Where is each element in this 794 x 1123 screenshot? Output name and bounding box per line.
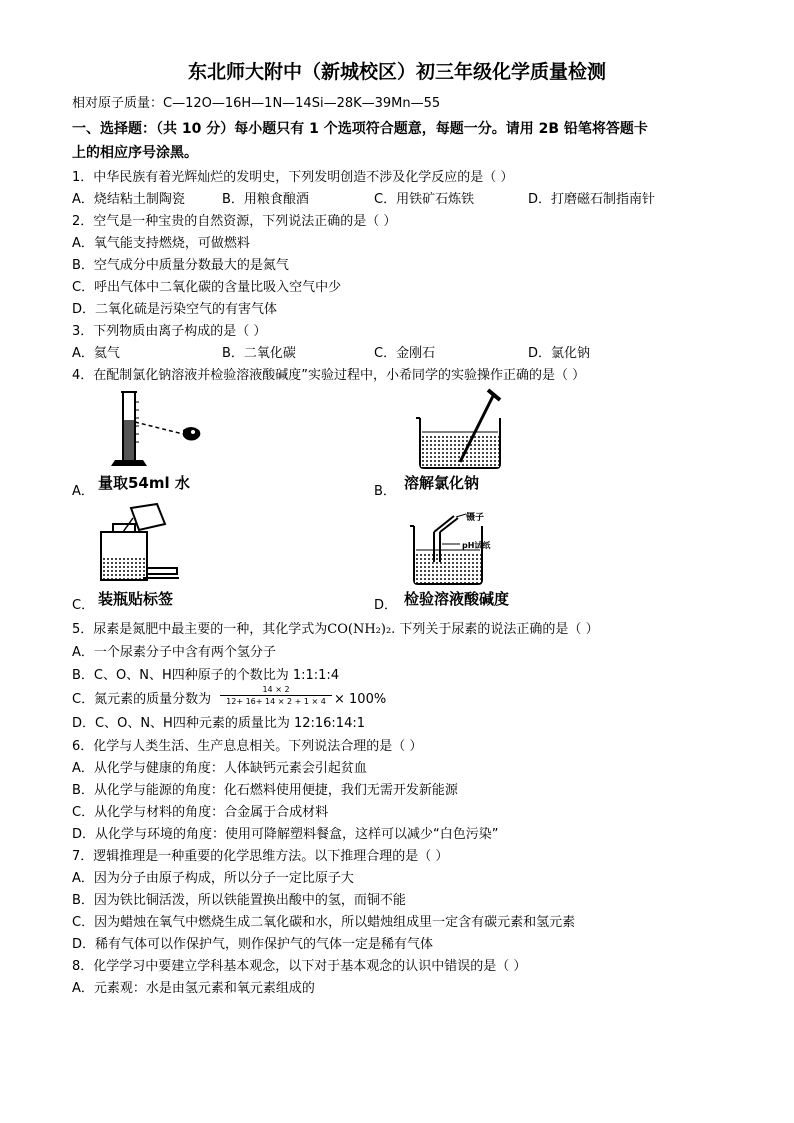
figure-bottle-label	[95, 502, 185, 584]
q3-option-c: C．金刚石	[374, 346, 436, 361]
q5-option-c-pre: C．氮元素的质量分数为	[72, 692, 212, 707]
q6-option-d: D．从化学与环境的角度：使用可降解塑料餐盒，这样可以减少“白色污染”	[72, 827, 499, 842]
q1-stem: 1．中华民族有着光辉灿烂的发明史，下列发明创造不涉及化学反应的是（ ）	[72, 170, 514, 185]
q1-option-b: B．用粮食酿酒	[222, 192, 309, 207]
atomic-mass-line: 相对原子质量：C—12O—16H—1N—14Si—28K—39Mn—55	[72, 96, 441, 111]
q3-option-a: A．氦气	[72, 346, 120, 361]
q4-label-tweezers: 镊子	[466, 513, 485, 523]
q8-stem: 8．化学学习中要建立学科基本观念，以下对于基本观念的认识中错误的是（ ）	[72, 959, 527, 974]
q4-option-a-letter: A．	[72, 484, 94, 499]
q5-formula: CO(NH₂)₂	[327, 622, 392, 637]
q4-option-b-letter: B．	[374, 484, 396, 499]
q6-option-c: C．从化学与材料的角度：合金属于合成材料	[72, 805, 329, 820]
q5-stem-pre: 5．尿素是氮肥中最主要的一种，其化学式为	[72, 622, 328, 637]
q8-option-a: A．元素观：水是由氢元素和氧元素组成的	[72, 981, 315, 996]
q4-option-d-letter: D．	[374, 598, 398, 613]
q4-option-c-caption: 装瓶贴标签	[98, 590, 174, 608]
section-heading-line2: 上的相应序号涂黑。	[72, 145, 198, 161]
q7-option-b: B．因为铁比铜活泼，所以铁能置换出酸中的氢，而铜不能	[72, 893, 406, 908]
q3-stem: 3．下列物质由离子构成的是（ ）	[72, 324, 267, 339]
q4-label-ph-paper: pH试纸	[462, 541, 491, 550]
q4-option-b-caption: 溶解氯化钠	[404, 474, 480, 492]
q4-stem: 4．在配制氯化钠溶液并检验溶液酸碱度”实验过程中，小希同学的实验操作正确的是（ ）	[72, 368, 586, 383]
q7-stem: 7．逻辑推理是一种重要的化学思维方法。以下推理合理的是（ ）	[72, 849, 449, 864]
q4-option-d-caption: 检验溶液酸碱度	[404, 590, 510, 608]
q4-option-a-caption: 量取54ml 水	[98, 474, 190, 492]
q1-option-c: C．用铁矿石炼铁	[374, 192, 475, 207]
q7-option-a: A．因为分子由原子构成，所以分子一定比原子大	[72, 871, 354, 886]
page-title: 东北师大附中（新城校区）初三年级化学质量检测	[187, 61, 606, 83]
q7-option-c: C．因为蜡烛在氧气中燃烧生成二氧化碳和水，所以蜡烛组成里一定含有碳元素和氢元素	[72, 915, 576, 930]
q1-option-a: A．烧结粘土制陶瓷	[72, 192, 185, 207]
q5-stem	[72, 622, 599, 638]
q5-option-b: B．C、O、N、H四种原子的个数比为 1:1:1:4	[72, 668, 340, 683]
q3-option-b: B．二氧化碳	[222, 346, 296, 361]
q3-option-d: D．氯化钠	[528, 346, 591, 361]
q6-option-a: A．从化学与健康的角度：人体缺钙元素会引起贫血	[72, 761, 367, 776]
q2-option-a: A．氧气能支持燃烧，可做燃料	[72, 236, 250, 251]
q5-option-d: D．C、O、N、H四种元素的质量比为 12:16:14:1	[72, 716, 365, 731]
q2-option-b: B．空气成分中质量分数最大的是氮气	[72, 258, 289, 273]
q5-option-c-post: × 100%	[334, 692, 387, 707]
q5-fraction-line	[220, 695, 332, 696]
figure-dissolve-beaker	[410, 388, 520, 472]
q2-option-c: C．呼出气体中二氧化碳的含量比吸入空气中少	[72, 280, 342, 295]
section-heading-line1: 一、选择题：（共 10 分）每小题只有 1 个选项符合题意，每题一分。请用 2B 铅笔将答题卡	[72, 121, 648, 137]
q5-option-a: A．一个尿素分子中含有两个氢分子	[72, 645, 276, 660]
q2-option-d: D．二氧化硫是污染空气的有害气体	[72, 302, 278, 317]
q5-stem-post: . 下列关于尿素的说法正确的是（ ）	[391, 622, 599, 637]
q7-option-d: D．稀有气体可以作保护气，则作保护气的气体一定是稀有气体	[72, 937, 434, 952]
q2-stem: 2．空气是一种宝贵的自然资源，下列说法正确的是（ ）	[72, 214, 397, 229]
q4-option-c-letter: C．	[72, 598, 95, 613]
q1-option-d: D．打磨磁石制指南针	[528, 192, 656, 207]
q6-option-b: B．从化学与能源的角度：化石燃料使用便捷，我们无需开发新能源	[72, 783, 458, 798]
q6-stem: 6．化学与人类生活、生产息息相关。下列说法合理的是（ ）	[72, 739, 423, 754]
q5-fraction-numerator: 14 × 2	[262, 685, 290, 694]
q5-fraction-denominator: 12+ 16+ 14 × 2 + 1 × 4	[226, 697, 326, 706]
figure-measure-cylinder	[95, 388, 225, 470]
